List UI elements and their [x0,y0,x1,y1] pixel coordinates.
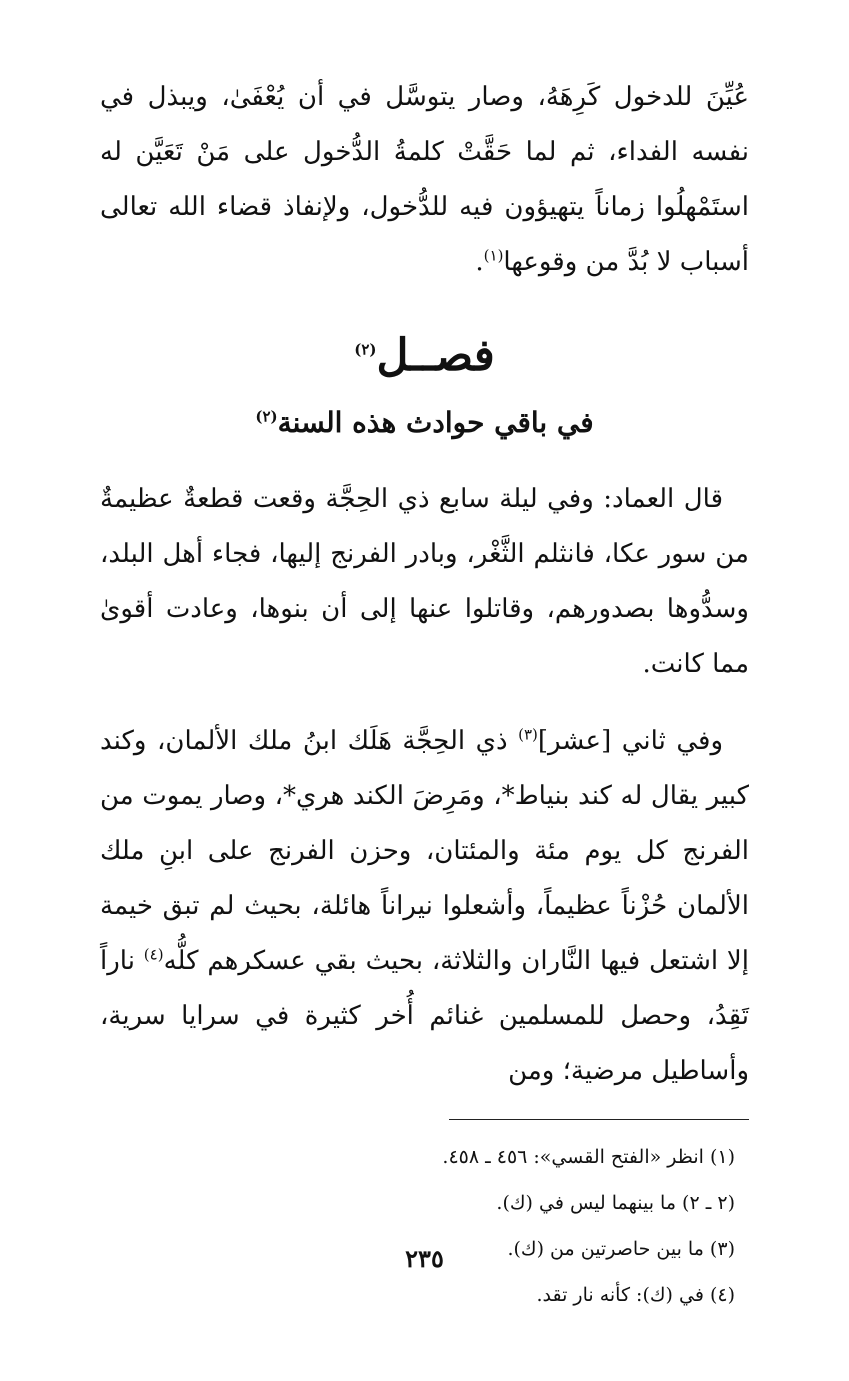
intro-paragraph: عُيِّنَ للدخول كَرِهَهُ، وصار يتوسَّل في أن يُعْفَىٰ، ويبذل في نفسه الفداء، ثم لما حَقَّتْ كلمةُ الدُّخول على مَنْ تَعَيَّن له استَمْهلُوا زماناً يتهيؤون فيه للدُّخول، ولإنفاذ قضاء الله تعالى أسباب لا بُدَّ من وقوعها$^{(١)}$. [100,82,749,277]
page-number: ٢٣٥ [405,1244,444,1273]
footnotes [100,1134,749,1318]
paragraph-2: وفي ثاني [عشر]$^{(٣)}$ ذي الحِجَّة هَلَك ابنُ ملك الألمان، وكند كبير يقال له كند بنياط*، ومَرِضَ الكند هري*، وصار يموت من الفرنج كل يوم مئة والمئتان، وحزن الفرنج على ابنِ ملك الألمان حُزْناً عظيماً، وأشعلوا نيراناً هائلة، بحيث لم تبق خيمة إلا اشتعل فيها النَّاران والثلاثة، بحيث بقي عسكرهم كلُّه$^{(٤)}$ ناراً تَقِدُ، وحصل للمسلمين غنائم أُخر كثيرة في سرايا سرية، وأساطيل مرضية؛ ومن [100,725,749,1086]
paragraph-gap [100,692,749,714]
section-title: في باقي حوادث هذه السنة [277,406,594,439]
footnote-4: (٤) في (ك): كأنه نار تقد. [536,1284,735,1306]
section-ref: (٢) [255,407,278,426]
footnote-1: (١) انظر «الفتح القسي»: ٤٥٦ ـ ٤٥٨. [442,1146,735,1168]
footnote-separator [449,1119,749,1120]
footnote-ref-1: (١) [483,246,504,265]
section-heading [100,398,749,448]
footnote-2: (٢ ـ ٢) ما بينهما ليس في (ك). [496,1192,735,1214]
paragraph-1: قال العماد: وفي ليلة سابع ذي الحِجَّة وقعت قطعةٌ عظيمةٌ من سور عكا، فانثلم الثَّغْر، وبادر الفرنج إليها، فجاء أهل البلد، وسدُّوها بصدورهم، وقاتلوا عنها إلى أن بنوها، وعادت أقوىٰ مما كانت. [100,484,749,679]
footnote-3: (٣) ما بين حاصرتين من (ك). [507,1238,735,1260]
chapter-ref: (٢) [354,340,377,359]
footnote-ref-3: (٣) [518,725,538,744]
chapter-title: فصــل [376,330,495,381]
footnote-ref-4: (٤) [143,945,164,964]
chapter-heading [100,326,749,386]
